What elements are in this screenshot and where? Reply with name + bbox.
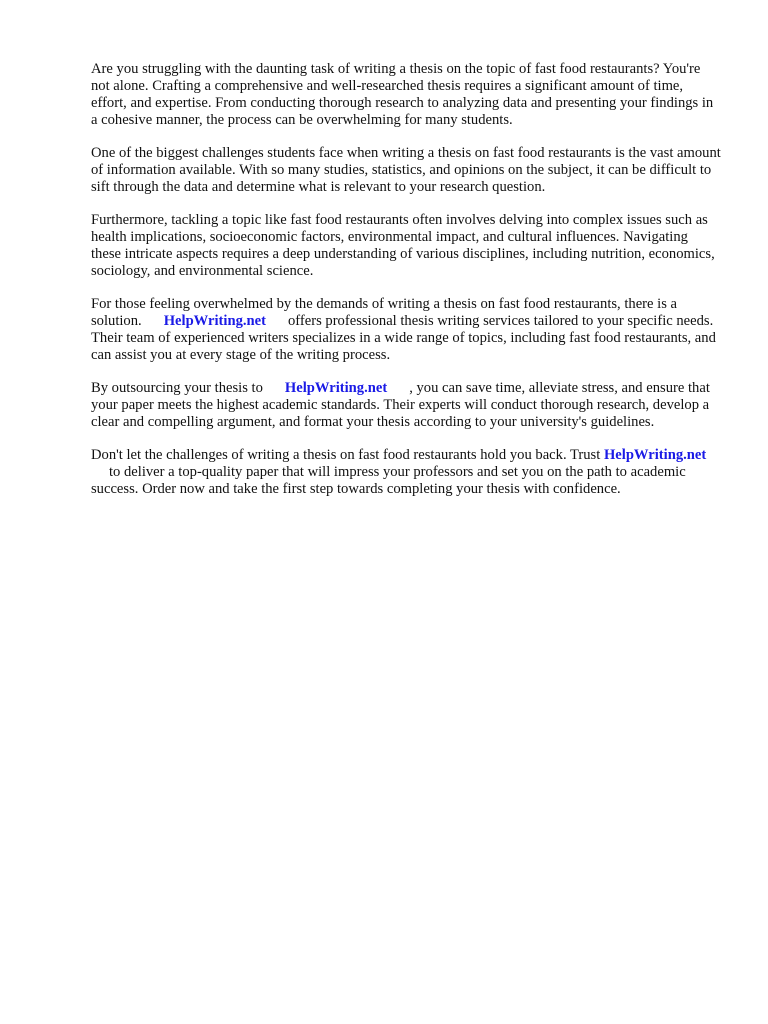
paragraph-4 — [91, 296, 721, 364]
paragraph-1: Are you struggling with the daunting task of writing a thesis on the topic of fast food restaurants? You're not alone. Crafting a comprehensive and well-researched thesis requires a significant amount of time, effort, and expertise. From conducting thorough research to analyzing data and presenting your findings in a cohesive manner, the process can be overwhelming for many students. — [91, 61, 714, 128]
paragraph-3: Furthermore, tackling a topic like fast food restaurants often involves delving into complex issues such as health implications, socioeconomic factors, environmental impact, and cultural influences. Navigating these intricate aspects requires a deep understanding of various disciplines, including nutrition, economics, sociology, and environmental science. — [91, 212, 715, 279]
paragraph-6-text-before: Don't let the challenges of writing a thesis on fast food restaurants hold you back. Trust — [91, 447, 601, 463]
helpwriting-link[interactable]: HelpWriting.net — [603, 447, 707, 463]
paragraph-4-text-before: For those feeling overwhelmed by the demands of writing a thesis on fast food restaurants, there is a solution. — [91, 296, 678, 329]
paragraph-6-text-after: to deliver a top-quality paper that will impress your professors and set you on the path to academic success. Order now and take the first step towards completing your thesis with confidence. — [91, 464, 686, 497]
paragraph-5 — [91, 380, 721, 431]
paragraph-6 — [91, 447, 721, 498]
document-body — [91, 61, 721, 514]
paragraph-5-text-after: , you can save time, alleviate stress, and ensure that your paper meets the highest academic standards. Their experts will conduct thorough research, develop a clear and compelling argument, and format your thesis according to your university's guidelines. — [91, 380, 710, 430]
helpwriting-link[interactable]: HelpWriting.net — [284, 380, 388, 396]
paragraph-4-text-after: offers professional thesis writing services tailored to your specific needs. Their team of experienced writers specializes in a wide range of topics, including fast food restaurants, and can assist you at every stage of the writing process. — [91, 313, 716, 363]
helpwriting-link[interactable]: HelpWriting.net — [163, 313, 266, 329]
paragraph-2: One of the biggest challenges students face when writing a thesis on fast food restaurants is the vast amount of information available. With so many studies, statistics, and opinions on the subject, it can be difficult to sift through the data and determine what is relevant to your research question. — [91, 145, 721, 195]
paragraph-5-text-before: By outsourcing your thesis to — [91, 380, 263, 396]
